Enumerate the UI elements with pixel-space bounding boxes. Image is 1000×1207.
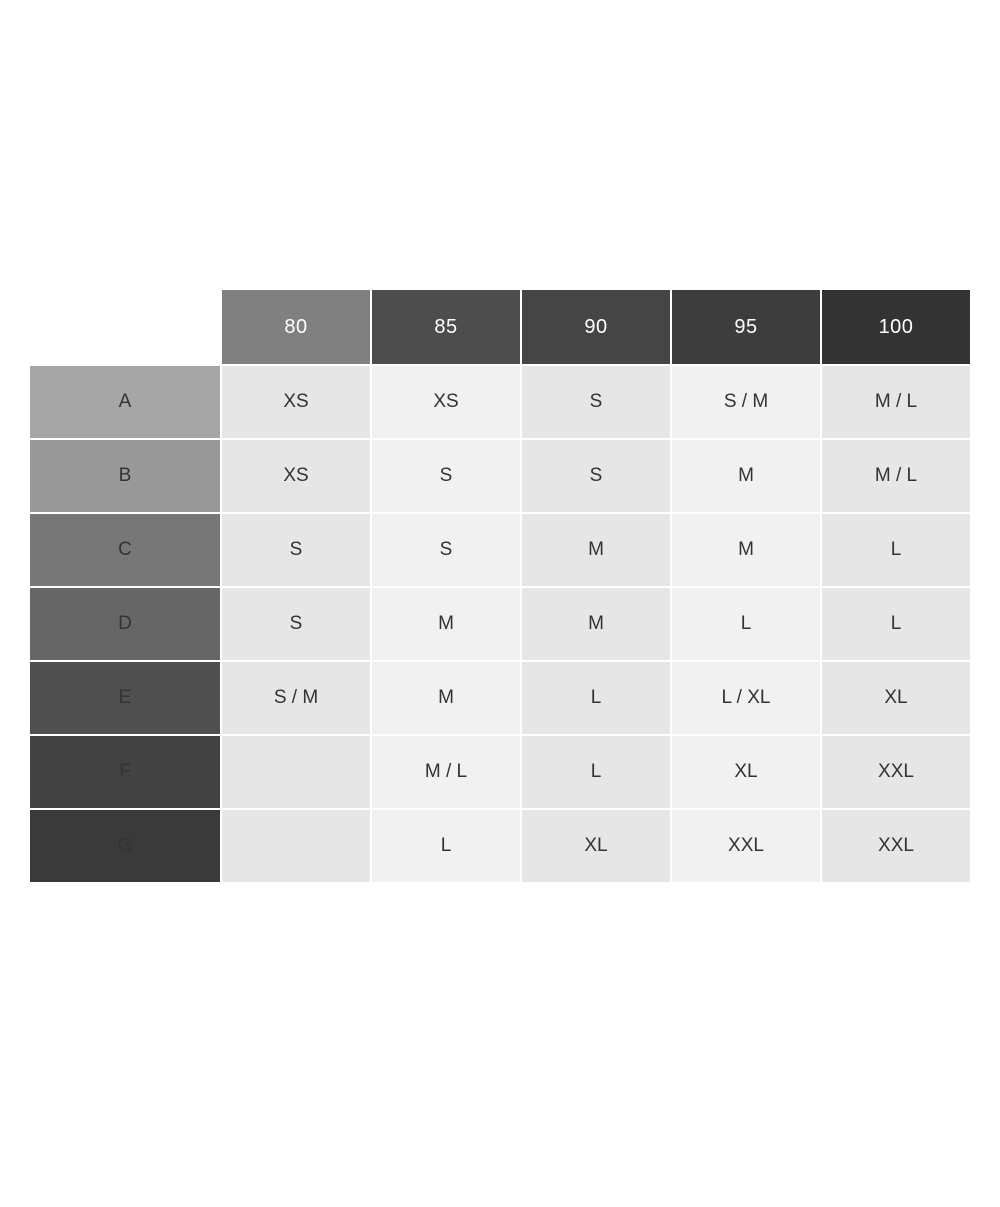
cell-g-90: XL <box>522 810 670 882</box>
table-row <box>30 810 970 882</box>
table-body <box>30 366 970 882</box>
row-header-a: A <box>30 366 220 438</box>
cell-c-85: S <box>372 514 520 586</box>
cell-e-95: L / XL <box>672 662 820 734</box>
table-row <box>30 736 970 808</box>
table-row <box>30 440 970 512</box>
cell-f-80 <box>222 736 370 808</box>
cell-g-85: L <box>372 810 520 882</box>
cell-a-80: XS <box>222 366 370 438</box>
cell-f-85: M / L <box>372 736 520 808</box>
cell-a-95: S / M <box>672 366 820 438</box>
cell-d-90: M <box>522 588 670 660</box>
column-header-90: 90 <box>522 290 670 364</box>
cell-a-90: S <box>522 366 670 438</box>
cell-d-95: L <box>672 588 820 660</box>
cell-a-100: M / L <box>822 366 970 438</box>
cell-g-100: XXL <box>822 810 970 882</box>
row-header-g: G <box>30 810 220 882</box>
cell-f-100: XXL <box>822 736 970 808</box>
table-corner-cell <box>30 290 220 364</box>
row-header-e: E <box>30 662 220 734</box>
cell-e-90: L <box>522 662 670 734</box>
cell-e-85: M <box>372 662 520 734</box>
table-row <box>30 662 970 734</box>
cell-b-100: M / L <box>822 440 970 512</box>
cell-f-95: XL <box>672 736 820 808</box>
column-header-85: 85 <box>372 290 520 364</box>
cell-d-80: S <box>222 588 370 660</box>
cell-c-90: M <box>522 514 670 586</box>
cell-g-80 <box>222 810 370 882</box>
cell-b-95: M <box>672 440 820 512</box>
row-header-b: B <box>30 440 220 512</box>
cell-b-90: S <box>522 440 670 512</box>
cell-e-100: XL <box>822 662 970 734</box>
cell-c-80: S <box>222 514 370 586</box>
size-chart-table <box>28 288 972 884</box>
cell-d-100: L <box>822 588 970 660</box>
column-header-95: 95 <box>672 290 820 364</box>
table-row <box>30 588 970 660</box>
table-head <box>30 290 970 364</box>
row-header-f: F <box>30 736 220 808</box>
table-header-row <box>30 290 970 364</box>
table-row <box>30 366 970 438</box>
cell-c-95: M <box>672 514 820 586</box>
cell-e-80: S / M <box>222 662 370 734</box>
row-header-c: C <box>30 514 220 586</box>
size-chart-container <box>28 288 968 884</box>
row-header-d: D <box>30 588 220 660</box>
cell-b-85: S <box>372 440 520 512</box>
table-row <box>30 514 970 586</box>
cell-g-95: XXL <box>672 810 820 882</box>
column-header-80: 80 <box>222 290 370 364</box>
cell-b-80: XS <box>222 440 370 512</box>
cell-a-85: XS <box>372 366 520 438</box>
cell-f-90: L <box>522 736 670 808</box>
cell-c-100: L <box>822 514 970 586</box>
cell-d-85: M <box>372 588 520 660</box>
column-header-100: 100 <box>822 290 970 364</box>
